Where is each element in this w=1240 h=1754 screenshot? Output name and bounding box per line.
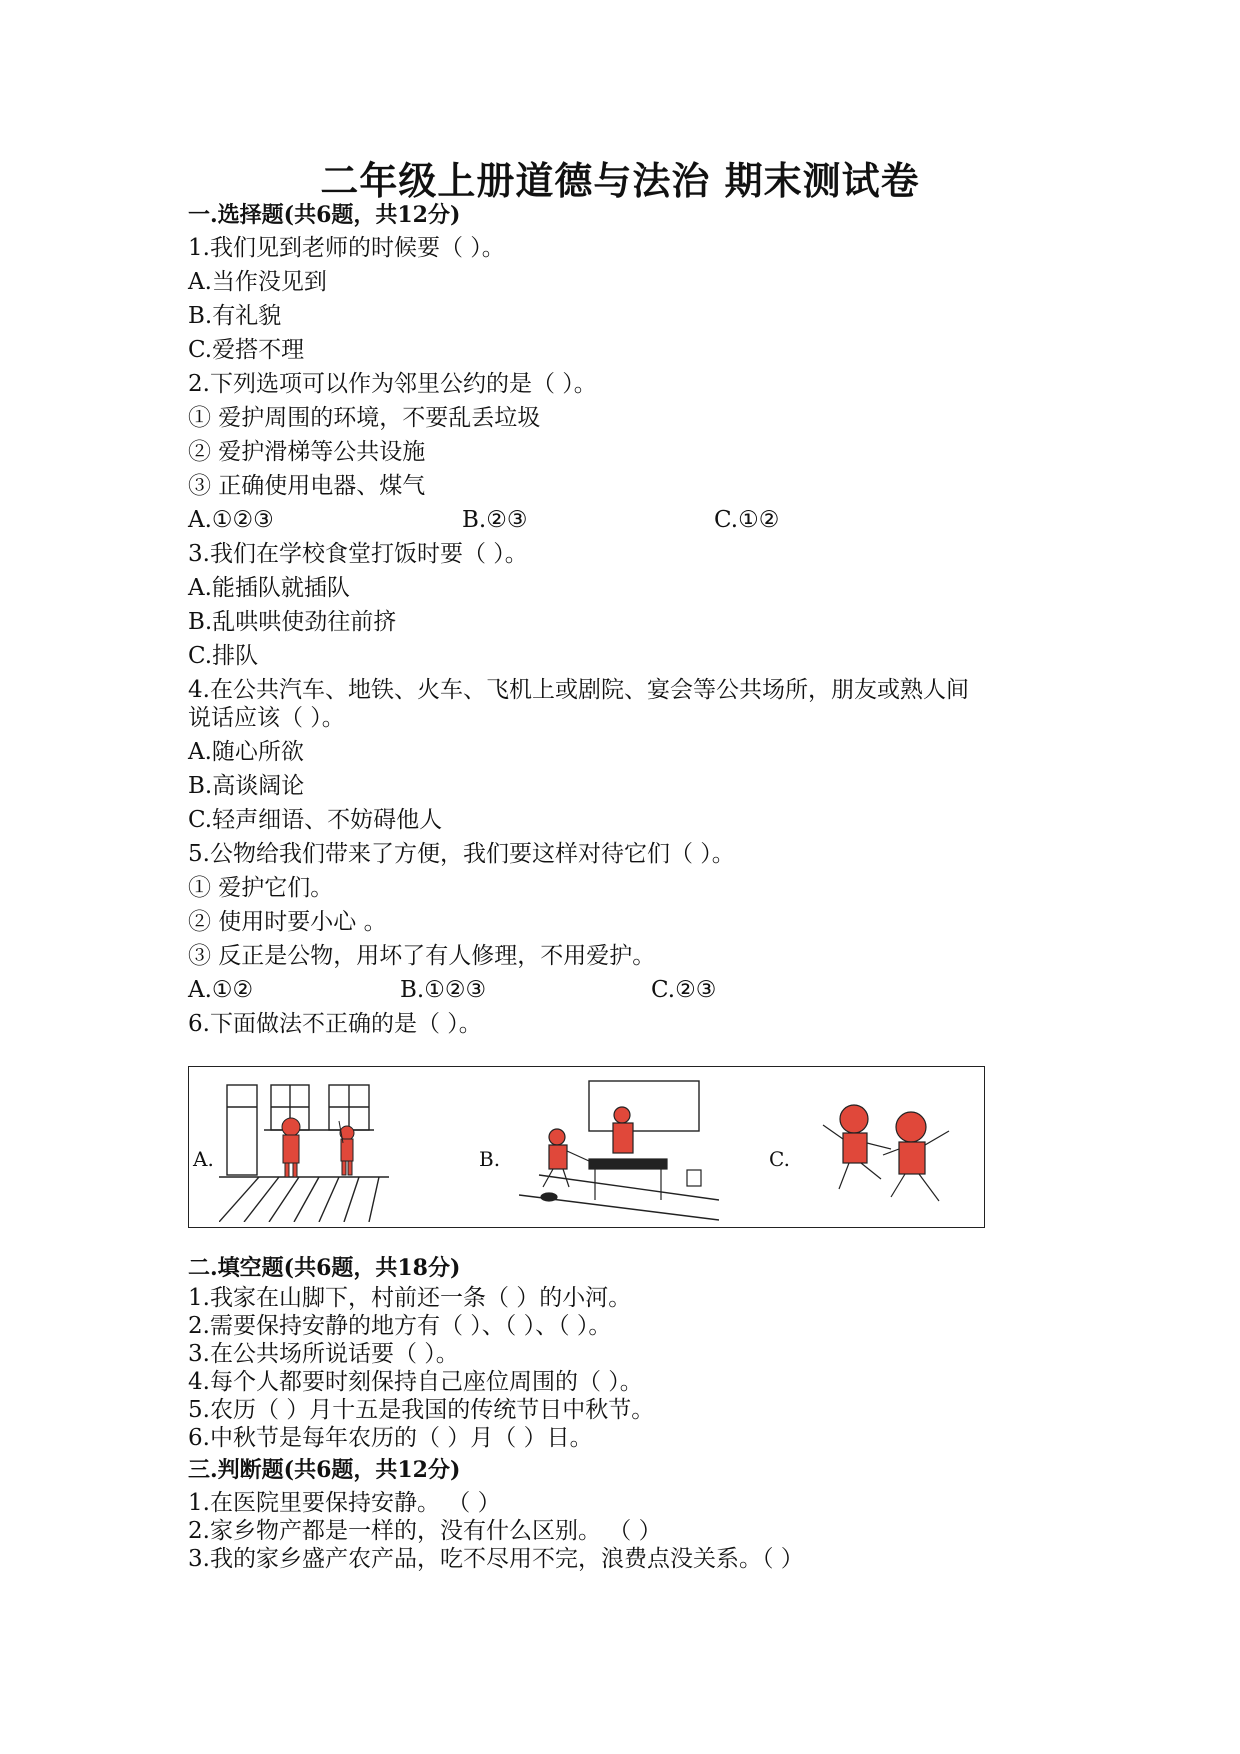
question-2-option-b: B.②③ bbox=[462, 507, 528, 533]
fill-question-1: 1.我家在山脚下，村前还一条（ ）的小河。 bbox=[188, 1285, 632, 1311]
question-6-figure bbox=[188, 1066, 985, 1228]
question-5-item-1: ① 爱护它们。 bbox=[188, 875, 334, 901]
question-2-stem: 2.下列选项可以作为邻里公约的是（ ）。 bbox=[188, 371, 597, 397]
judge-question-1: 1.在医院里要保持安静。 （ ） bbox=[188, 1490, 501, 1516]
judge-question-3: 3.我的家乡盛产农产品，吃不尽用不完，浪费点没关系。（ ） bbox=[188, 1546, 804, 1572]
fill-question-4: 4.每个人都要时刻保持自己座位周围的（ ）。 bbox=[188, 1369, 643, 1395]
fill-question-2: 2.需要保持安静的地方有（ ）、（ ）、（ ）。 bbox=[188, 1313, 612, 1339]
question-5-option-c: C.②③ bbox=[651, 977, 717, 1003]
question-5-item-2: ② 使用时要小心 。 bbox=[188, 909, 387, 935]
question-4-stem-line-2: 说话应该（ ）。 bbox=[188, 705, 345, 731]
figure-c-fighting-children bbox=[799, 1079, 979, 1224]
question-5-stem: 5.公物给我们带来了方便，我们要这样对待它们（ ）。 bbox=[188, 841, 735, 867]
section-heading-judge: 三.判断题(共6题，共12分) bbox=[188, 1457, 461, 1483]
question-4-option-b: B.高谈阔论 bbox=[188, 773, 305, 799]
question-3-option-b: B.乱哄哄使劲往前挤 bbox=[188, 609, 397, 635]
figure-label-a: A. bbox=[193, 1147, 214, 1171]
question-3-option-a: A.能插队就插队 bbox=[188, 575, 350, 601]
question-2-item-2: ② 爱护滑梯等公共设施 bbox=[188, 439, 426, 465]
figure-label-c: C. bbox=[769, 1147, 790, 1171]
question-6-stem: 6.下面做法不正确的是（ ）。 bbox=[188, 1011, 482, 1037]
question-5-item-3: ③ 反正是公物，用坏了有人修理，不用爱护。 bbox=[188, 943, 656, 969]
section-heading-choice: 一.选择题(共6题，共12分) bbox=[188, 202, 461, 228]
question-3-stem: 3.我们在学校食堂打饭时要（ ）。 bbox=[188, 541, 528, 567]
question-2-item-3: ③ 正确使用电器、煤气 bbox=[188, 473, 426, 499]
judge-question-2: 2.家乡物产都是一样的，没有什么区别。 （ ） bbox=[188, 1518, 662, 1544]
figure-b-classroom-desk bbox=[519, 1075, 719, 1223]
question-4-option-c: C.轻声细语、不妨碍他人 bbox=[188, 807, 443, 833]
question-4-option-a: A.随心所欲 bbox=[188, 739, 304, 765]
fill-question-3: 3.在公共场所说话要（ ）。 bbox=[188, 1341, 459, 1367]
question-1-option-b: B.有礼貌 bbox=[188, 303, 282, 329]
question-5-option-b: B.①②③ bbox=[400, 977, 487, 1003]
question-2-item-1: ① 爱护周围的环境，不要乱丢垃圾 bbox=[188, 405, 541, 431]
figure-label-b: B. bbox=[479, 1147, 501, 1171]
fill-question-5: 5.农历（ ）月十五是我国的传统节日中秋节。 bbox=[188, 1397, 655, 1423]
question-4-stem-line-1: 4.在公共汽车、地铁、火车、飞机上或剧院、宴会等公共场所，朋友或熟人间 bbox=[188, 677, 969, 703]
page-title: 二年级上册道德与法治 期末测试卷 bbox=[320, 158, 920, 203]
question-1-option-c: C.爱搭不理 bbox=[188, 337, 305, 363]
section-heading-fill: 二.填空题(共6题，共18分) bbox=[188, 1255, 461, 1281]
question-2-option-c: C.①② bbox=[714, 507, 780, 533]
question-5-option-a: A.①② bbox=[188, 977, 254, 1003]
question-1-stem: 1.我们见到老师的时候要（ ）。 bbox=[188, 235, 505, 261]
question-1-option-a: A.当作没见到 bbox=[188, 269, 327, 295]
figure-a-window-children bbox=[219, 1077, 399, 1222]
question-3-option-c: C.排队 bbox=[188, 643, 259, 669]
fill-question-6: 6.中秋节是每年农历的（ ）月（ ）日。 bbox=[188, 1425, 593, 1451]
question-2-option-a: A.①②③ bbox=[188, 507, 274, 533]
